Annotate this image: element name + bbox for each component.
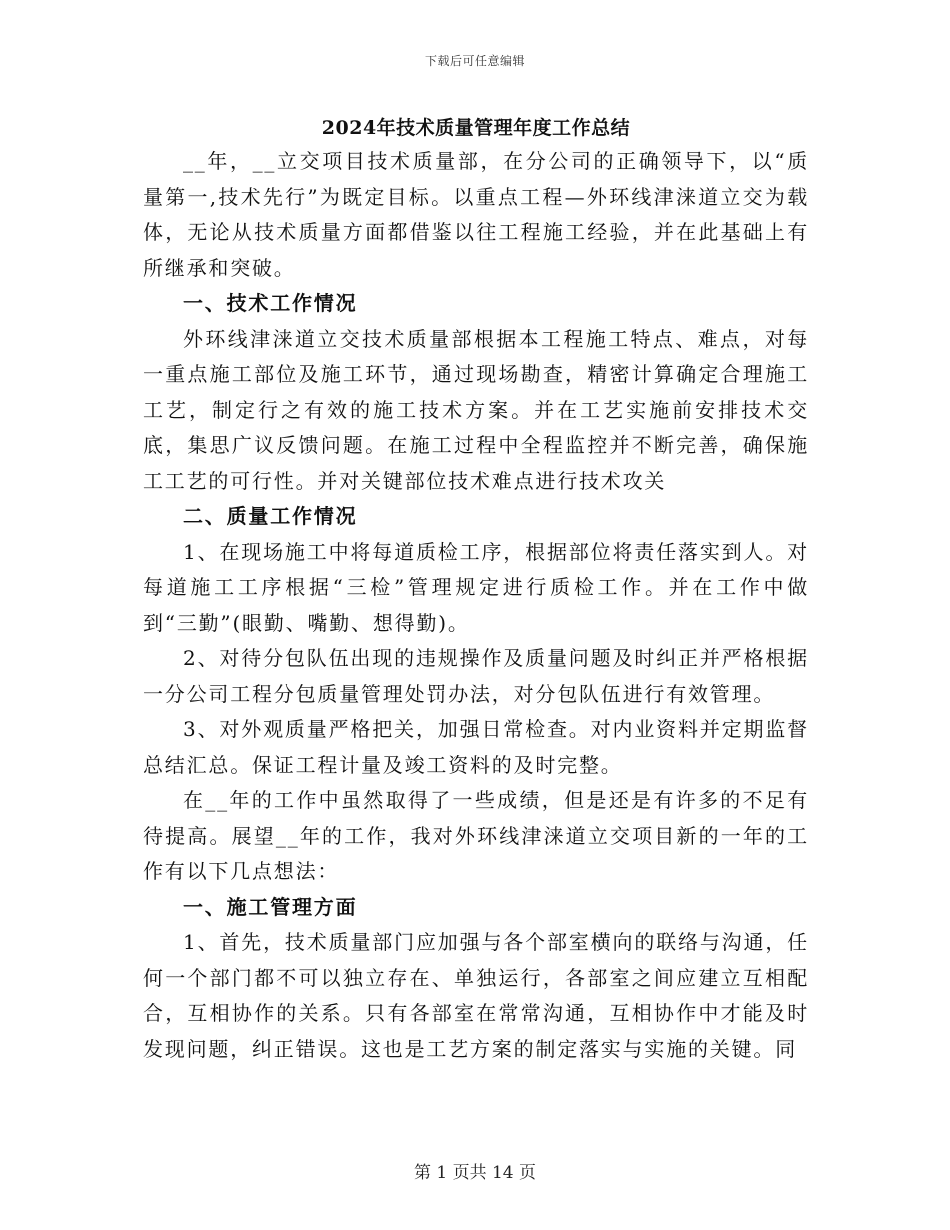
section-heading: 一、施工管理方面 — [183, 894, 358, 919]
section-heading: 二、质量工作情况 — [183, 504, 358, 528]
body-paragraph: 1、首先，技术质量部门应加强与各个部室横向的联络与沟通，任何一个部门都不可以独立存在、单独运行，各部室之间应建立互相配合，互相协作的关系。只有各部室在常常沟通，互相协作中才能及时发现问题，纠正错误。这也是工艺方案的制定落实与实施的关键。同 — [143, 930, 809, 1061]
header-note: 下载后可任意编辑 — [424, 54, 525, 68]
section-heading: 一、技术工作情况 — [183, 291, 358, 315]
document-body — [143, 112, 809, 1067]
body-paragraph: 外环线津涞道立交技术质量部根据本工程施工特点、难点，对每一重点施工部位及施工环节，通过现场勘查，精密计算确定合理施工工艺，制定行之有效的施工技术方案。并在工艺实施前安排技术交底，集思广议反馈问题。在施工过程中全程监控并不断完善，确保施工工艺的可行性。并对关键部位技术难点进行技术攻关 — [143, 326, 809, 493]
page-number: 第 1 页共 14 页 — [413, 1163, 537, 1183]
paragraph-list — [143, 144, 809, 1067]
body-paragraph: 在__年的工作中虽然取得了一些成绩，但是还是有许多的不足有待提高。展望__年的工作，我对外环线津涞道立交项目新的一年的工作有以下几点想法： — [143, 788, 809, 883]
body-paragraph: __年，__立交项目技术质量部，在分公司的正确领导下，以“质量第一,技术先行”为既定目标。以重点工程—外环线津涞道立交为载体，无论从技术质量方面都借鉴以往工程施工经验，并在此基础上有所继承和突破。 — [143, 149, 809, 280]
body-paragraph: 2、对待分包队伍出现的违规操作及质量问题及时纠正并严格根据一分公司工程分包质量管理处罚办法，对分包队伍进行有效管理。 — [143, 646, 809, 706]
body-paragraph: 3、对外观质量严格把关，加强日常检查。对内业资料并定期监督总结汇总。保证工程计量及竣工资料的及时完整。 — [143, 717, 809, 777]
document-title: 2024年技术质量管理年度工作总结 — [321, 117, 631, 139]
body-paragraph: 1、在现场施工中将每道质检工序，根据部位将责任落实到人。对每道施工工序根据“三检”管理规定进行质检工作。并在工作中做到“三勤”(眼勤、嘴勤、想得勤)。 — [143, 539, 809, 635]
